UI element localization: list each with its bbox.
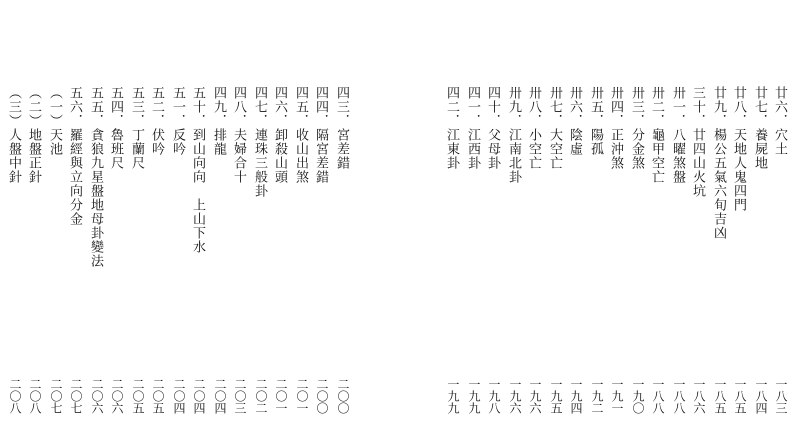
toc-entry-page: 一八五 <box>713 378 727 414</box>
toc-entry-title: 卅八．小空亡 <box>526 86 541 170</box>
toc-entry-title: 五三．丁蘭尺 <box>129 86 144 170</box>
toc-entry-title: 四八．夫婦合十 <box>231 86 246 184</box>
toc-entry-page: 二〇一 <box>295 378 309 414</box>
toc-entry-page: 一八三 <box>774 378 788 414</box>
toc-entry-page: 二〇四 <box>172 378 186 414</box>
toc-entry-title: 五四．魯班尺 <box>108 86 123 170</box>
toc-entry-title: 五十．到山向向 上山下水 <box>190 86 205 254</box>
toc-page-right <box>397 0 793 431</box>
toc-entry-title: 四九．排龍 <box>211 86 226 156</box>
toc-entry-page: 二〇八 <box>28 378 42 414</box>
toc-entry-page: 一九四 <box>569 378 583 414</box>
toc-entry-title: 廿七．養屍地 <box>752 86 767 170</box>
toc-entry-title: 卅九．江南北卦 <box>506 86 521 184</box>
toc-entry-title: 四五．收山出煞 <box>293 86 308 184</box>
toc-entry-page: 一九二 <box>590 378 604 414</box>
toc-entry-title: 四二．江東卦 <box>444 86 459 170</box>
toc-entry-title: 四一．江西卦 <box>465 86 480 170</box>
toc-page-left <box>0 0 396 431</box>
toc-entry-title: （三）人盤中針 <box>6 86 21 184</box>
toc-entry-title: 五一．反吟 <box>170 86 185 156</box>
toc-entry-page: 二〇五 <box>151 378 165 414</box>
toc-entry-title: 卅一．八曜煞盤 <box>670 86 685 184</box>
toc-entry-page: 一八六 <box>692 378 706 414</box>
toc-entry-title: 廿八．天地人鬼四門 <box>731 86 746 212</box>
toc-entry-title: （二）地盤正針 <box>26 86 41 184</box>
toc-entry-title: 卅七．大空亡 <box>547 86 562 170</box>
toc-entry-title: 卅二．龜甲空亡 <box>649 86 664 184</box>
toc-entry-title: 廿九．楊公五氣六旬吉凶 <box>711 86 726 240</box>
toc-entry-page: 二〇六 <box>110 378 124 414</box>
toc-entry-page: 二〇四 <box>192 378 206 414</box>
toc-entry-title: 三十．廿四山火坑 <box>690 86 705 198</box>
toc-entry-page: 一八四 <box>754 378 768 414</box>
toc-entry-page: 二〇七 <box>49 378 63 414</box>
toc-entry-page: 二〇一 <box>274 378 288 414</box>
toc-entry-title: 卅五．陽孤 <box>588 86 603 156</box>
toc-entry-page: 一九一 <box>610 378 624 414</box>
toc-entry-page: 一九九 <box>467 378 481 414</box>
toc-entry-title: 四三．宮差錯 <box>334 86 349 170</box>
toc-entry-page: 二〇〇 <box>336 378 350 414</box>
toc-entry-title: 五二．伏吟 <box>149 86 164 156</box>
toc-entry-title: （一）天池 <box>47 86 62 156</box>
toc-entry-title: 廿六．穴土 <box>772 86 787 156</box>
toc-entry-title: 四十．父母卦 <box>485 86 500 170</box>
toc-entry-title: 卅三．分金煞 <box>629 86 644 170</box>
toc-entry-page: 一九九 <box>446 378 460 414</box>
toc-entry-page: 一九〇 <box>631 378 645 414</box>
toc-entry-title: 五五．貪狼九星盤地母卦變法 <box>88 86 103 268</box>
toc-entry-page: 二〇五 <box>131 378 145 414</box>
toc-entry-page: 二〇六 <box>90 378 104 414</box>
toc-entry-page: 二〇八 <box>8 378 22 414</box>
toc-entry-title: 四七．連珠三般卦 <box>252 86 267 198</box>
toc-entry-page: 一八八 <box>672 378 686 414</box>
toc-entry-page: 一九八 <box>487 378 501 414</box>
toc-entry-title: 四六．卸殺山頭 <box>272 86 287 184</box>
toc-entry-page: 二〇三 <box>233 378 247 414</box>
toc-entry-page: 一八八 <box>651 378 665 414</box>
toc-entry-page: 一九六 <box>508 378 522 414</box>
toc-entry-title: 卅六．陰虛 <box>567 86 582 156</box>
toc-entry-page: 二〇二 <box>254 378 268 414</box>
toc-entry-page: 一九六 <box>528 378 542 414</box>
toc-entry-page: 二〇七 <box>69 378 83 414</box>
toc-entry-page: 一八五 <box>733 378 747 414</box>
toc-entry-title: 五六．羅經與立向分金 <box>67 86 82 226</box>
toc-entry-title: 四四．隔宮差錯 <box>313 86 328 184</box>
toc-entry-page: 二〇四 <box>213 378 227 414</box>
toc-entry-page: 一九五 <box>549 378 563 414</box>
toc-entry-title: 卅四．正沖煞 <box>608 86 623 170</box>
toc-entry-page: 二〇〇 <box>315 378 329 414</box>
